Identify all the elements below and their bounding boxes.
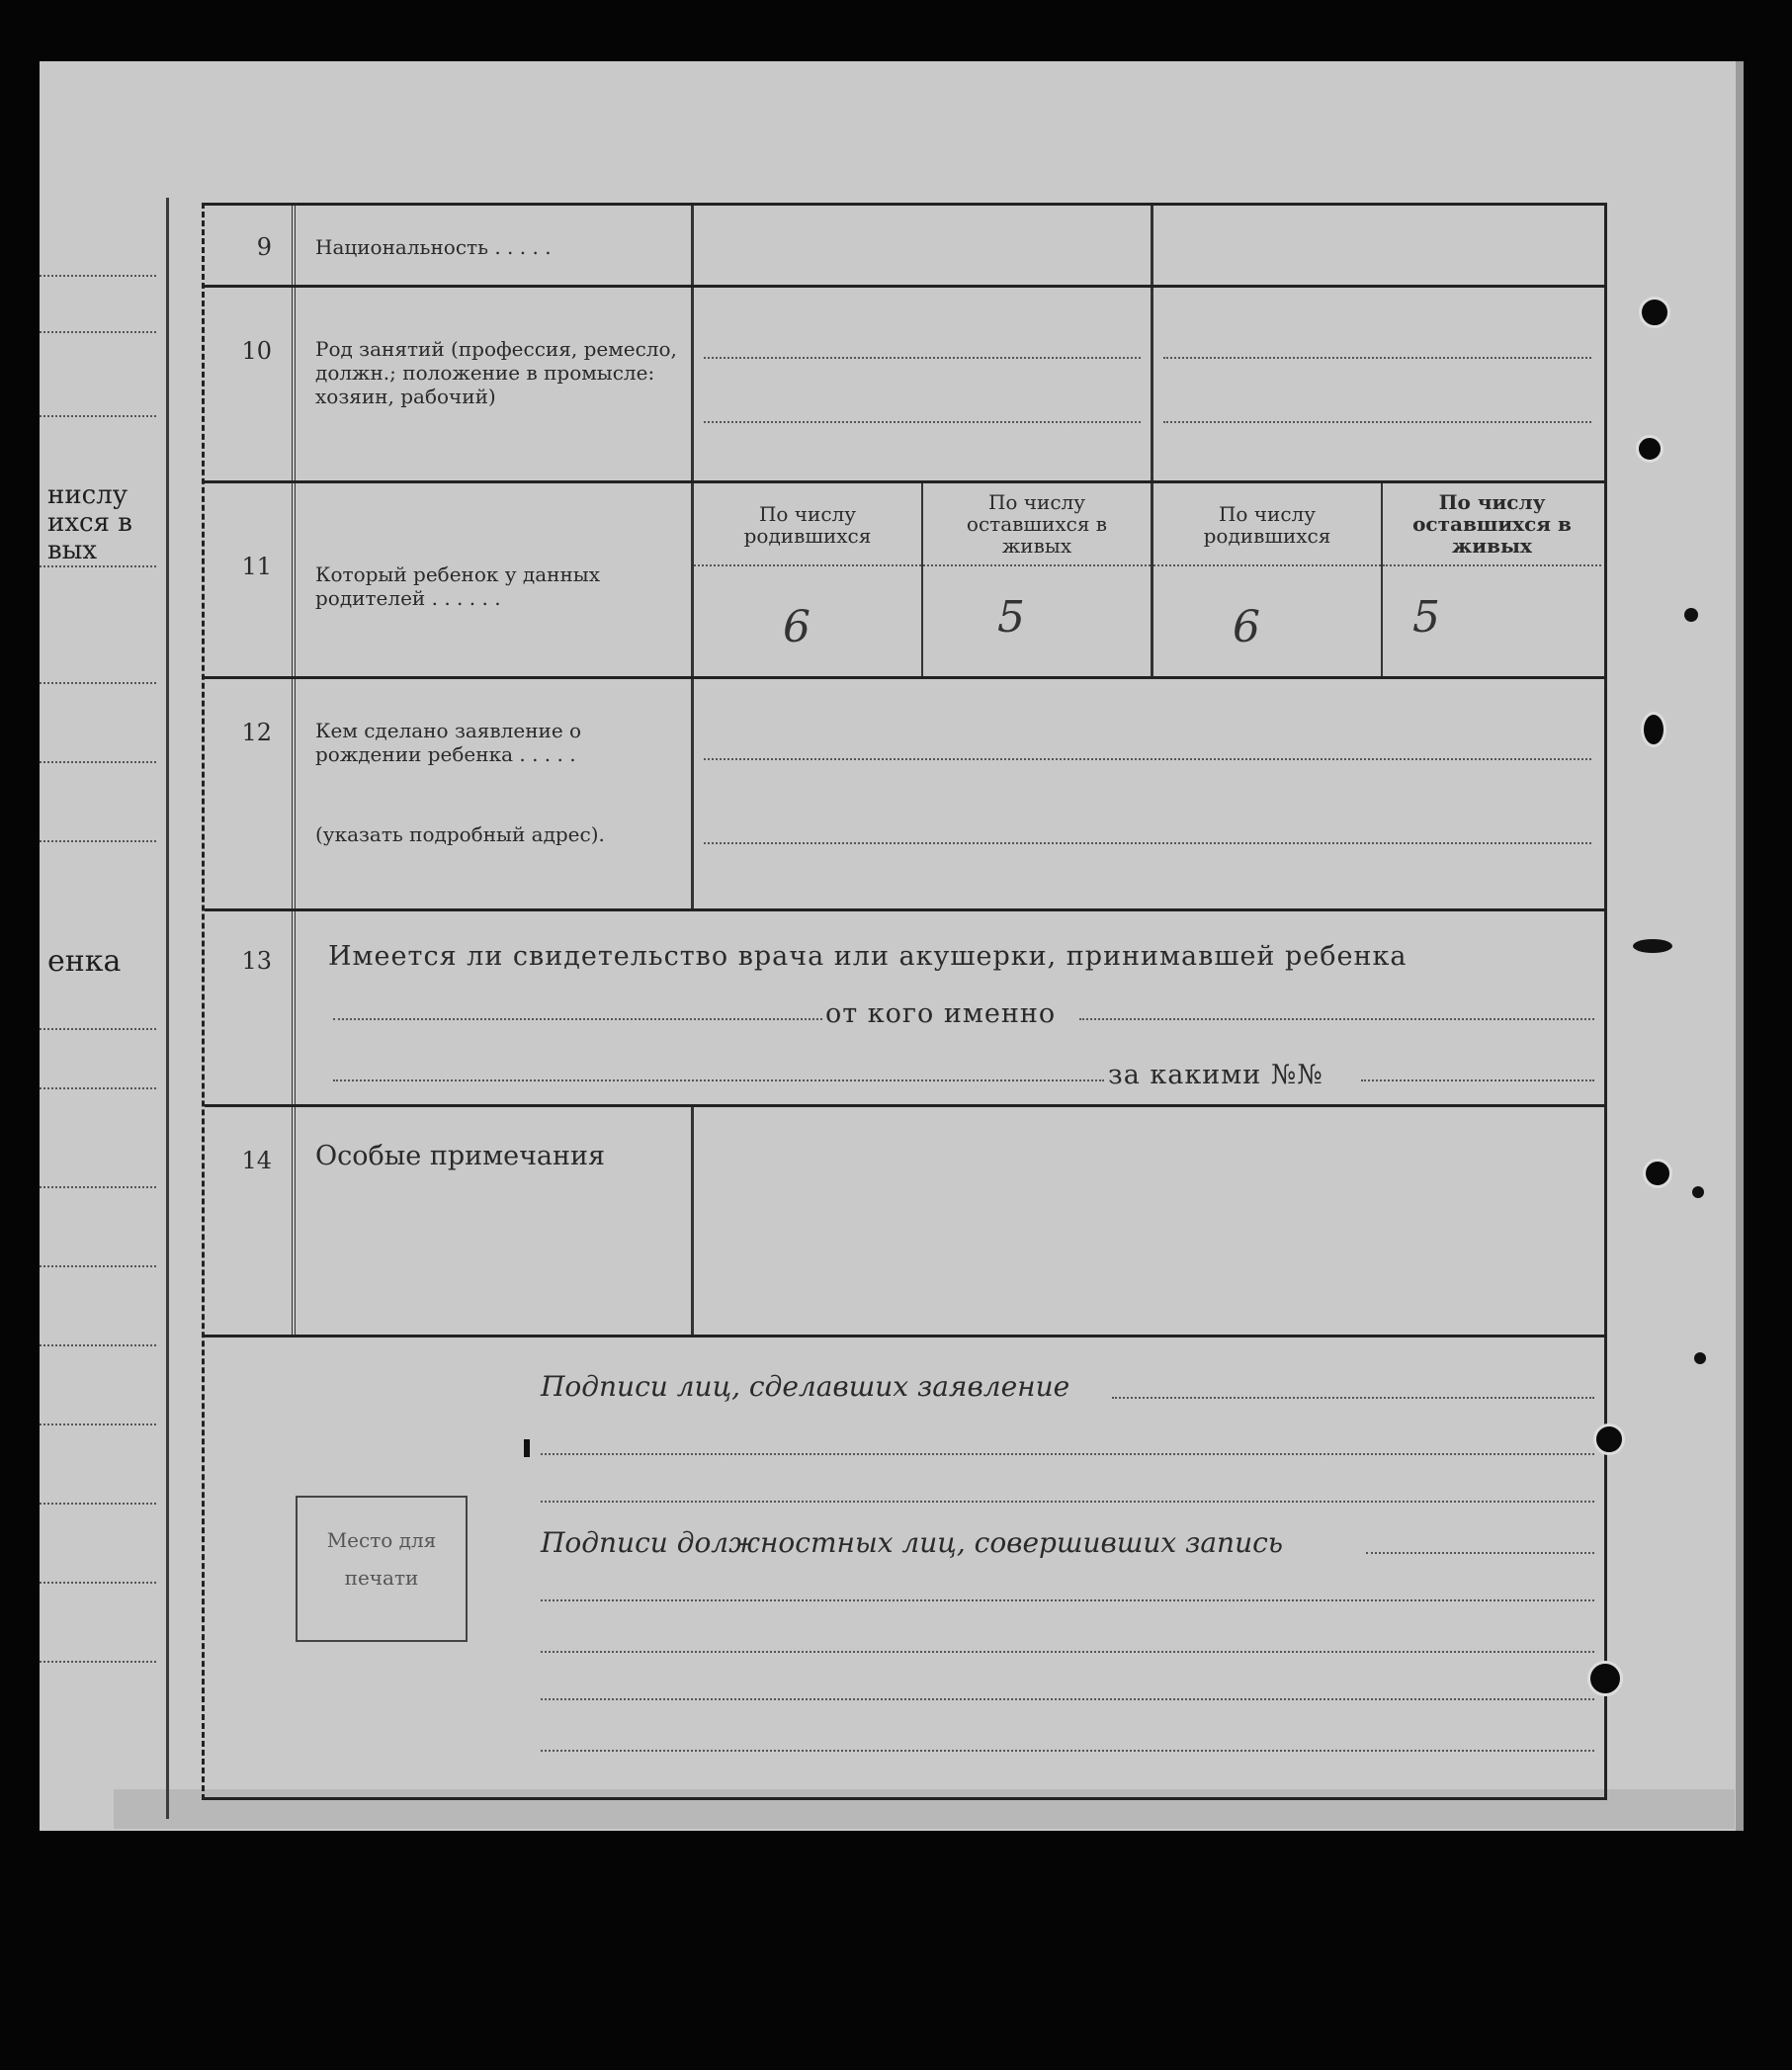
row-label: Который ребенок у данных родителей . . . . . . bbox=[315, 562, 600, 610]
mother-cell bbox=[1153, 206, 1601, 285]
ink-spot bbox=[524, 1439, 530, 1457]
row-number: 13 bbox=[241, 947, 272, 975]
certificate-from-whom: от кого именно bbox=[825, 998, 1057, 1029]
punch-hole bbox=[1636, 435, 1664, 463]
certificate-question: Имеется ли свидетельство врача или акушерки, принимавшей ребенка bbox=[328, 941, 1408, 972]
handwritten-value: 5 bbox=[1412, 592, 1440, 643]
ink-spot bbox=[1692, 1186, 1704, 1198]
officials-signature-label: Подписи должностных лиц, совершивших запись bbox=[541, 1526, 1284, 1559]
row-label: Род занятий (профессия, ремесло, должн.; положение в промысле: хозяин, рабочий) bbox=[315, 337, 677, 408]
applicants-signature-label: Подписи лиц, сделавших заявление bbox=[541, 1370, 1070, 1403]
fragment-text-4: енка bbox=[47, 944, 122, 979]
stamp-label-line2: печати bbox=[344, 1566, 419, 1590]
row-sublabel: (указать подробный адрес). bbox=[315, 822, 605, 846]
handwritten-value: 6 bbox=[783, 602, 811, 652]
column-header: По числу родившихся bbox=[743, 502, 872, 548]
born-count-cell-2 bbox=[1153, 483, 1383, 676]
living-count-cell-1 bbox=[923, 483, 1153, 676]
ink-spot bbox=[1633, 939, 1672, 953]
declarant-cell bbox=[694, 679, 1601, 908]
column-header: По числу родившихся bbox=[1203, 502, 1331, 548]
punch-hole bbox=[1639, 297, 1670, 328]
stamp-label-line1: Место для bbox=[326, 1528, 437, 1552]
row-child-order bbox=[205, 483, 1604, 679]
punch-hole bbox=[1643, 1159, 1672, 1188]
row-number: 14 bbox=[241, 1147, 272, 1174]
column-header: По числу оставшихся в живых bbox=[1412, 490, 1572, 558]
row-declarant bbox=[205, 679, 1604, 911]
punch-hole bbox=[1593, 1423, 1625, 1455]
row-certificate bbox=[205, 911, 1604, 1107]
ink-spot bbox=[1684, 608, 1698, 622]
handwritten-value: 5 bbox=[997, 592, 1025, 643]
fragment-text-1: нислу bbox=[47, 480, 128, 510]
previous-page-fragment bbox=[40, 198, 169, 1819]
row-number: 10 bbox=[241, 337, 272, 365]
row-occupation bbox=[205, 288, 1604, 483]
row-label: Национальность . . . . . bbox=[315, 235, 552, 259]
row-label: Особые примечания bbox=[315, 1141, 606, 1171]
birth-record-form bbox=[202, 203, 1607, 1800]
mother-cell bbox=[1153, 288, 1601, 480]
punch-hole bbox=[1641, 712, 1666, 747]
row-label: Кем сделано заявление о рождении ребенка . . . . . bbox=[315, 719, 582, 766]
fragment-text-3: вых bbox=[47, 536, 97, 565]
father-cell bbox=[694, 206, 1153, 285]
stamp-placeholder bbox=[296, 1496, 468, 1642]
handwritten-value: 6 bbox=[1233, 602, 1260, 652]
row-notes bbox=[205, 1107, 1604, 1337]
living-count-cell-2 bbox=[1383, 483, 1601, 676]
row-number: 11 bbox=[241, 553, 272, 580]
row-number: 9 bbox=[256, 233, 272, 261]
ink-spot bbox=[1694, 1352, 1706, 1364]
row-number: 12 bbox=[241, 719, 272, 746]
father-cell bbox=[694, 288, 1153, 480]
row-nationality bbox=[205, 206, 1604, 288]
column-header: По числу оставшихся в живых bbox=[966, 490, 1108, 558]
fragment-text-2: ихся в bbox=[47, 508, 132, 538]
born-count-cell-1 bbox=[694, 483, 923, 676]
certificate-numbers: за какими №№ bbox=[1108, 1060, 1323, 1090]
punch-hole bbox=[1587, 1661, 1623, 1696]
